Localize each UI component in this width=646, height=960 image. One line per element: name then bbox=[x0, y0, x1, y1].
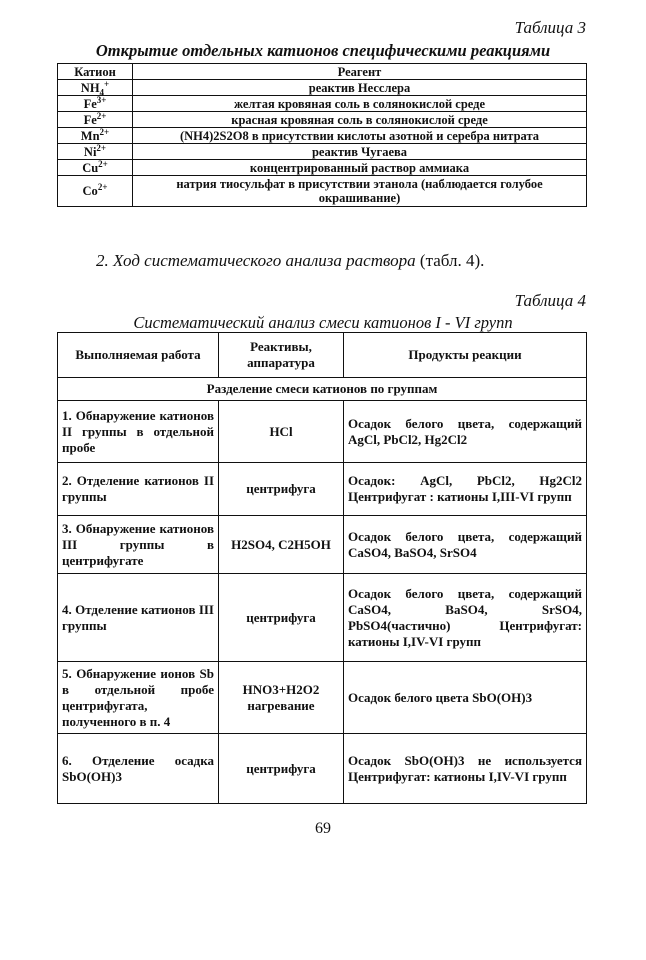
cation-cell: $Ni^{2+}$ bbox=[58, 144, 133, 160]
work-cell: 5. Обнаружение ионов Sb в отдельной пробе центрифугата, полученного в п. 4 bbox=[58, 662, 219, 734]
table-row bbox=[58, 128, 587, 144]
table-row bbox=[58, 516, 587, 574]
products-cell: Осадок белого цвета SbO(OH)3 bbox=[344, 662, 587, 734]
table4-section-row: Разделение смеси катионов по группам bbox=[58, 378, 587, 401]
reagent-cell: H2SO4, C2H5OH bbox=[219, 516, 344, 574]
reagent-cell: реактив Несслера bbox=[133, 80, 587, 96]
table-row bbox=[58, 662, 587, 734]
reagent-cell: желтая кровяная соль в солянокислой среде bbox=[133, 96, 587, 112]
table-row bbox=[58, 160, 587, 176]
reagent-cell: HCl bbox=[219, 401, 344, 463]
reagent-cell: (NH4)2S2O8 в присутствии кислоты азотной и серебра нитрата bbox=[133, 128, 587, 144]
table4-label: Таблица 4 bbox=[514, 291, 586, 310]
table4-title: Систематический анализ смеси катионов I - VI групп bbox=[133, 313, 513, 332]
table-row bbox=[58, 378, 587, 401]
page-number: 69 bbox=[315, 820, 331, 837]
table3 bbox=[57, 63, 587, 207]
table3-header-cation: Катион bbox=[58, 64, 133, 80]
work-cell: 1. Обнаружение катионов II группы в отдельной пробе bbox=[58, 401, 219, 463]
section-heading: 2. Ход систематического анализа раствора (табл. 4). bbox=[96, 251, 485, 270]
table4-header-products: Продукты реакции bbox=[344, 333, 587, 378]
products-cell: Осадок: AgCl, PbCl2, Hg2Cl2 Центрифугат : катионы I,III-VI групп bbox=[344, 463, 587, 516]
cation-cell: $NH_4^+$ bbox=[58, 80, 133, 96]
reagent-cell: центрифуга bbox=[219, 463, 344, 516]
reagent-cell: натрия тиосульфат в присутствии этанола (наблюдается голубое окрашивание) bbox=[133, 176, 587, 207]
table3-title: Открытие отдельных катионов специфическими реакциями bbox=[95, 41, 551, 60]
reagent-cell: HNO3+H2O2 нагревание bbox=[219, 662, 344, 734]
products-cell: Осадок белого цвета, содержащий CaSO4, BaSO4, SrSO4, PbSO4(частично) Центрифугат: катионы I,IV-VI групп bbox=[344, 574, 587, 662]
reagent-cell: центрифуга bbox=[219, 734, 344, 804]
reagent-cell: центрифуга bbox=[219, 574, 344, 662]
cation-cell: $Mn^{2+}$ bbox=[58, 128, 133, 144]
table4-header-reagents: Реактивы, аппаратура bbox=[219, 333, 344, 378]
cation-cell: $Cu^{2+}$ bbox=[58, 160, 133, 176]
table4 bbox=[57, 332, 587, 804]
table3-header-reagent: Реагент bbox=[133, 64, 587, 80]
table-row bbox=[58, 401, 587, 463]
work-cell: 6. Отделение осадка SbO(OH)3 bbox=[58, 734, 219, 804]
table-row bbox=[58, 734, 587, 804]
products-cell: Осадок белого цвета, содержащий CaSO4, BaSO4, SrSO4 bbox=[344, 516, 587, 574]
table-row bbox=[58, 96, 587, 112]
work-cell: 4. Отделение катионов III группы bbox=[58, 574, 219, 662]
reagent-cell: концентрированный раствор аммиака bbox=[133, 160, 587, 176]
cation-cell: $Co^{2+}$ bbox=[58, 176, 133, 207]
products-cell: Осадок белого цвета, содержащий AgCl, PbCl2, Hg2Cl2 bbox=[344, 401, 587, 463]
work-cell: 3. Обнаружение катионов III группы в центрифугате bbox=[58, 516, 219, 574]
table-row bbox=[58, 112, 587, 128]
products-cell: Осадок SbO(OH)3 не используется Центрифугат: катионы I,IV-VI групп bbox=[344, 734, 587, 804]
table-row bbox=[58, 64, 587, 80]
table4-header-work: Выполняемая работа bbox=[58, 333, 219, 378]
table-row bbox=[58, 144, 587, 160]
cation-cell: $Fe^{3+}$ bbox=[58, 96, 133, 112]
table-row bbox=[58, 176, 587, 207]
reagent-cell: красная кровяная соль в солянокислой среде bbox=[133, 112, 587, 128]
table-row bbox=[58, 333, 587, 378]
table3-label: Таблица 3 bbox=[514, 18, 586, 37]
reagent-cell: реактив Чугаева bbox=[133, 144, 587, 160]
table-row bbox=[58, 80, 587, 96]
work-cell: 2. Отделение катионов II группы bbox=[58, 463, 219, 516]
table-row bbox=[58, 574, 587, 662]
cation-cell: $Fe^{2+}$ bbox=[58, 112, 133, 128]
table-row bbox=[58, 463, 587, 516]
